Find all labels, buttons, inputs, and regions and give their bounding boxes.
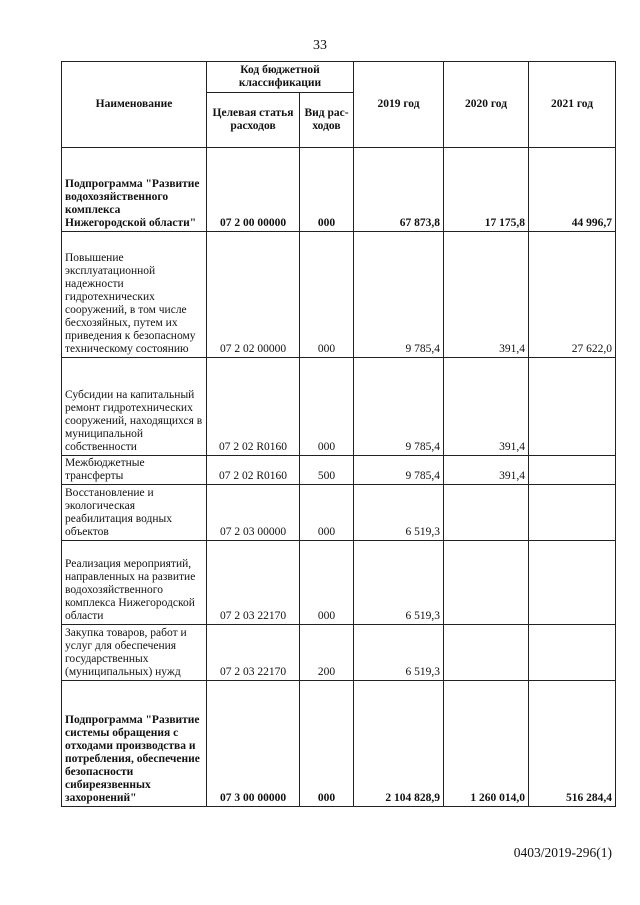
row-2020: 17 175,8: [444, 148, 529, 232]
row-2021: 44 996,7: [529, 148, 616, 232]
table-row: [62, 625, 616, 681]
header-name: Наименование: [62, 62, 207, 148]
row-name: Восстановление и экологическая реабилитация водных объектов: [62, 485, 207, 541]
table-row: [62, 456, 616, 485]
row-2021: [529, 485, 616, 541]
row-code: 07 2 02 R0160: [207, 456, 300, 485]
header-2019: 2019 год: [354, 62, 444, 148]
header-code-group: Код бюджетной классификации: [207, 62, 354, 93]
row-type: 000: [300, 148, 354, 232]
row-2021: 27 622,0: [529, 232, 616, 358]
row-code: 07 3 00 00000: [207, 681, 300, 807]
row-name: Субсидии на капитальный ремонт гидротехнических сооружений, находящихся в муниципальной собственности: [62, 358, 207, 456]
row-name: Подпрограмма "Развитие системы обращения с отходами производства и потребления, обеспечение безопасности сибиреязвенных захоронений": [62, 681, 207, 807]
row-name: Подпрограмма "Развитие водохозяйственного комплекса Нижегородской области": [62, 148, 207, 232]
table-row: [62, 232, 616, 358]
table-row: [62, 148, 616, 232]
header-2021: 2021 год: [529, 62, 616, 148]
row-2021: [529, 541, 616, 625]
row-2019: 9 785,4: [354, 456, 444, 485]
table-row: [62, 541, 616, 625]
row-type: 200: [300, 625, 354, 681]
document-code: 0403/2019-296(1): [513, 845, 612, 860]
row-2019: 67 873,8: [354, 148, 444, 232]
row-type: 000: [300, 232, 354, 358]
header-2020: 2020 год: [444, 62, 529, 148]
row-2021: [529, 358, 616, 456]
row-code: 07 2 03 22170: [207, 541, 300, 625]
row-2019: 2 104 828,9: [354, 681, 444, 807]
row-2019: 6 519,3: [354, 485, 444, 541]
row-2020: 391,4: [444, 456, 529, 485]
row-2021: [529, 456, 616, 485]
row-code: 07 2 03 22170: [207, 625, 300, 681]
row-type: 500: [300, 456, 354, 485]
row-2019: 6 519,3: [354, 541, 444, 625]
header-target-article: Целевая статья расходов: [207, 93, 300, 148]
header-expense-type: Вид рас-ходов: [300, 93, 354, 148]
table-row: [62, 681, 616, 807]
row-name: Закупка товаров, работ и услуг для обеспечения государственных (муниципальных) нужд: [62, 625, 207, 681]
row-2020: 391,4: [444, 232, 529, 358]
table-row: [62, 485, 616, 541]
row-2020: [444, 541, 529, 625]
page-number: 33: [313, 38, 327, 53]
row-2020: [444, 625, 529, 681]
row-code: 07 2 03 00000: [207, 485, 300, 541]
row-name: Реализация мероприятий, направленных на развитие водохозяйственного комплекса Нижегородской области: [62, 541, 207, 625]
row-2019: 9 785,4: [354, 358, 444, 456]
row-2020: [444, 485, 529, 541]
row-code: 07 2 02 00000: [207, 232, 300, 358]
row-2020: 1 260 014,0: [444, 681, 529, 807]
row-2020: 391,4: [444, 358, 529, 456]
row-2021: 516 284,4: [529, 681, 616, 807]
row-type: 000: [300, 541, 354, 625]
budget-table: [61, 61, 616, 807]
row-code: 07 2 00 00000: [207, 148, 300, 232]
row-type: 000: [300, 358, 354, 456]
row-2021: [529, 625, 616, 681]
row-2019: 6 519,3: [354, 625, 444, 681]
row-type: 000: [300, 485, 354, 541]
row-name: Межбюджетные трансферты: [62, 456, 207, 485]
row-code: 07 2 02 R0160: [207, 358, 300, 456]
table-row: [62, 358, 616, 456]
row-2019: 9 785,4: [354, 232, 444, 358]
row-name: Повышение эксплуатационной надежности гидротехнических сооружений, в том числе бесхозяйных, путем их приведения к безопасному техническому состоянию: [62, 232, 207, 358]
row-type: 000: [300, 681, 354, 807]
